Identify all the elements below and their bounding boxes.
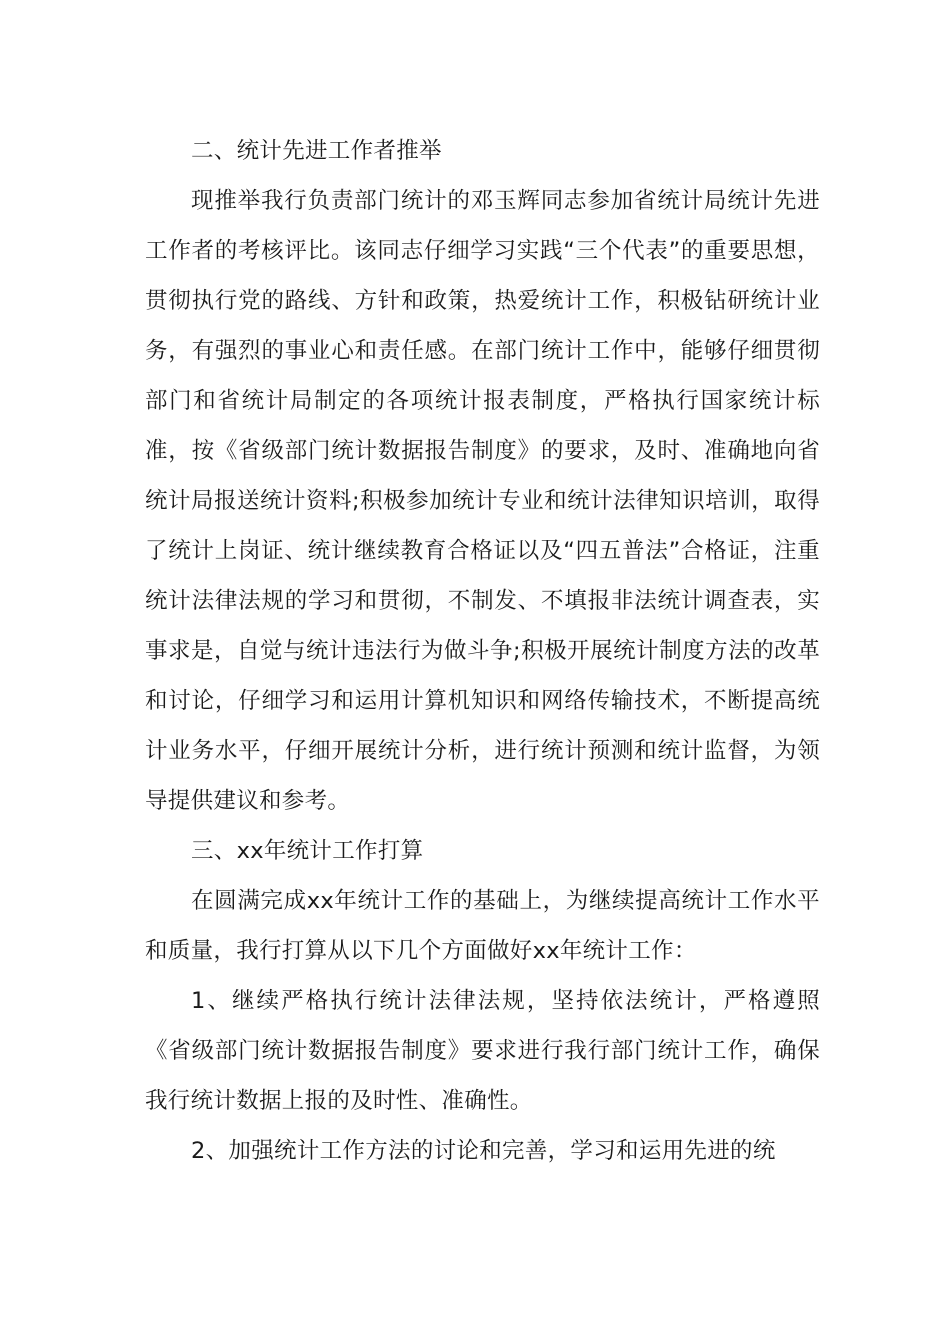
section-3-intro: 在圆满完成xx年统计工作的基础上，为继续提高统计工作水平和质量，我行打算从以下几个方面做好xx年统计工作： bbox=[145, 888, 820, 964]
section-2-paragraph: 现推举我行负责部门统计的邓玉辉同志参加省统计局统计先进工作者的考核评比。该同志仔细学习实践“三个代表”的重要思想，贯彻执行党的路线、方针和政策，热爱统计工作，积极钻研统计业务，有强烈的事业心和责任感。在部门统计工作中，能够仔细贯彻部门和省统计局制定的各项统计报表制度，严格执行国家统计标准，按《省级部门统计数据报告制度》的要求，及时、准确地向省统计局报送统计资料;积极参加统计专业和统计法律知识培训，取得了统计上岗证、统计继续教育合格证以及“四五普法”合格证，注重统计法律法规的学习和贯彻，不制发、不填报非法统计调查表，实事求是，自觉与统计违法行为做斗争;积极开展统计制度方法的改革和讨论，仔细学习和运用计算机知识和网络传输技术，不断提高统计业务水平，仔细开展统计分析，进行统计预测和统计监督，为领导提供建议和参考。 bbox=[145, 188, 820, 814]
document-body bbox=[145, 126, 820, 1176]
plan-item-1: 1、继续严格执行统计法律法规，坚持依法统计，严格遵照《省级部门统计数据报告制度》要求进行我行部门统计工作，确保我行统计数据上报的及时性、准确性。 bbox=[145, 988, 820, 1114]
plan-item-2: 2、加强统计工作方法的讨论和完善，学习和运用先进的统 bbox=[191, 1138, 776, 1164]
section-3-heading: 三、xx年统计工作打算 bbox=[191, 838, 424, 864]
section-2-heading: 二、统计先进工作者推举 bbox=[191, 138, 442, 164]
